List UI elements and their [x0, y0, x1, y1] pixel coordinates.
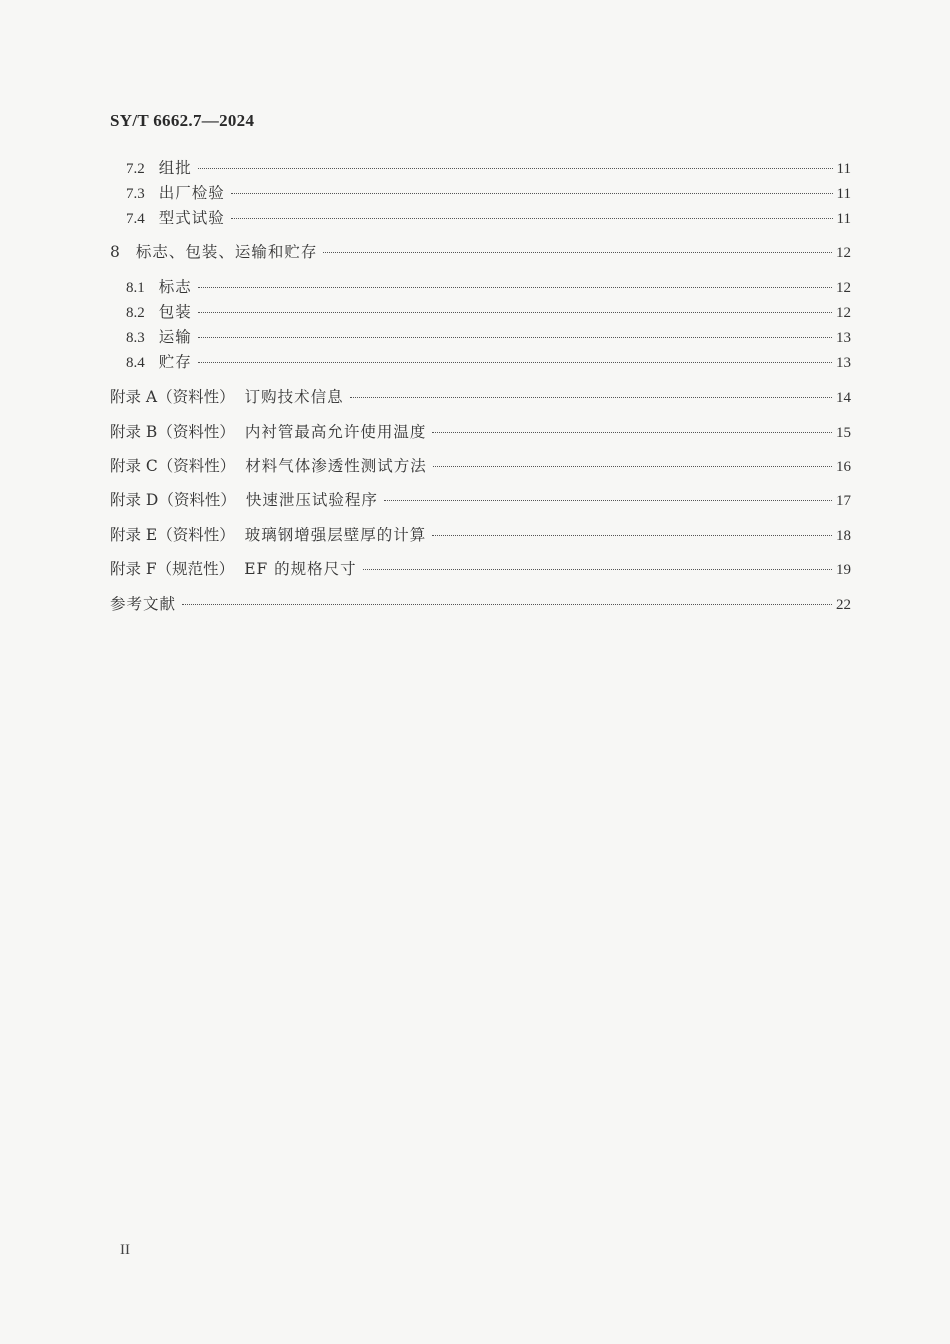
- page-number-footer: II: [120, 1242, 130, 1258]
- toc-leader-dots: [198, 287, 832, 288]
- toc-entry-page-number: 18: [836, 528, 851, 544]
- toc-leader-dots: [432, 432, 832, 433]
- toc-entry[interactable]: [126, 208, 851, 228]
- toc-entry-page-number: 13: [836, 355, 851, 371]
- toc-entry-number: 8.3: [126, 330, 145, 346]
- toc-entry[interactable]: [126, 327, 851, 347]
- toc-entry[interactable]: [110, 490, 851, 510]
- toc-leader-dots: [198, 362, 832, 363]
- toc-leader-dots: [182, 604, 832, 605]
- toc-entry-page-number: 11: [836, 211, 851, 227]
- toc-leader-dots: [363, 569, 832, 570]
- toc-entry[interactable]: [110, 594, 851, 614]
- toc-entry-title: 玻璃钢增强层壁厚的计算: [244, 526, 427, 544]
- toc-entry-number: 8.2: [126, 305, 145, 321]
- toc-entry-number: 附录 A（资料性）: [110, 388, 235, 406]
- toc-entry-title: 订购技术信息: [244, 388, 344, 406]
- toc-entry-number: 7.4: [126, 211, 145, 227]
- toc-leader-dots: [198, 337, 832, 338]
- toc-entry-title: 包装: [158, 303, 192, 321]
- toc-entry-page-number: 11: [836, 161, 851, 177]
- toc-entry-title: 贮存: [158, 353, 192, 371]
- toc-entry-number: 7.2: [126, 161, 145, 177]
- toc-entry-number: 附录 B（资料性）: [110, 423, 235, 441]
- toc-leader-dots: [231, 193, 833, 194]
- document-code-header: SY/T 6662.7—2024: [110, 111, 255, 130]
- toc-entry[interactable]: [110, 525, 851, 545]
- toc-entry-page-number: 15: [836, 425, 851, 441]
- toc-entry-title: 组批: [158, 159, 192, 177]
- toc-entry[interactable]: [110, 456, 851, 476]
- toc-leader-dots: [198, 312, 832, 313]
- toc-entry[interactable]: [126, 277, 851, 297]
- toc-entry-page-number: 11: [836, 186, 851, 202]
- toc-leader-dots: [384, 500, 832, 501]
- toc-entry-title: 快速泄压试验程序: [245, 491, 378, 509]
- toc-entry-page-number: 19: [836, 562, 851, 578]
- toc-entry-title: 内衬管最高允许使用温度: [244, 423, 427, 441]
- toc-entry-page-number: 16: [836, 459, 851, 475]
- toc-entry[interactable]: [110, 387, 851, 407]
- toc-entry-page-number: 12: [836, 280, 851, 296]
- toc-entry-title: 参考文献: [110, 595, 177, 613]
- toc-leader-dots: [433, 466, 832, 467]
- toc-entry-page-number: 17: [836, 493, 851, 509]
- toc-entry-number: 8: [110, 243, 120, 261]
- toc-entry[interactable]: [126, 158, 851, 178]
- toc-entry-number: 附录 E（资料性）: [110, 526, 235, 544]
- toc-entry-page-number: 12: [836, 305, 851, 321]
- toc-entry-page-number: 14: [836, 390, 851, 406]
- toc-entry[interactable]: [126, 302, 851, 322]
- toc-entry[interactable]: [126, 183, 851, 203]
- toc-entry-number: 附录 F（规范性）: [110, 560, 235, 578]
- toc-entry-number: 7.3: [126, 186, 145, 202]
- toc-entry-title: 运输: [158, 328, 192, 346]
- toc-entry-number: 附录 D（资料性）: [110, 491, 236, 509]
- toc-leader-dots: [198, 168, 833, 169]
- toc-entry[interactable]: [110, 559, 851, 579]
- toc-entry[interactable]: [126, 352, 851, 372]
- toc-entry-page-number: 12: [836, 245, 851, 261]
- toc-entry-title: 型式试验: [158, 209, 225, 227]
- toc-entry-page-number: 13: [836, 330, 851, 346]
- toc-entry-number: 附录 C（资料性）: [110, 457, 236, 475]
- toc-entry-number: 8.1: [126, 280, 145, 296]
- toc-entry-number: 8.4: [126, 355, 145, 371]
- toc-entry[interactable]: [110, 242, 851, 262]
- toc-entry[interactable]: [110, 422, 851, 442]
- toc-entry-title: 标志、包装、运输和贮存: [135, 243, 318, 261]
- toc-entry-page-number: 22: [836, 597, 851, 613]
- toc-entry-title: 材料气体渗透性测试方法: [245, 457, 427, 475]
- toc-entry-title: 标志: [158, 278, 192, 296]
- toc-leader-dots: [350, 397, 832, 398]
- toc-leader-dots: [231, 218, 833, 219]
- toc-entry-title: 出厂检验: [158, 184, 225, 202]
- toc-entry-title: EF 的规格尺寸: [244, 560, 357, 578]
- toc-leader-dots: [323, 252, 832, 253]
- toc-leader-dots: [432, 535, 832, 536]
